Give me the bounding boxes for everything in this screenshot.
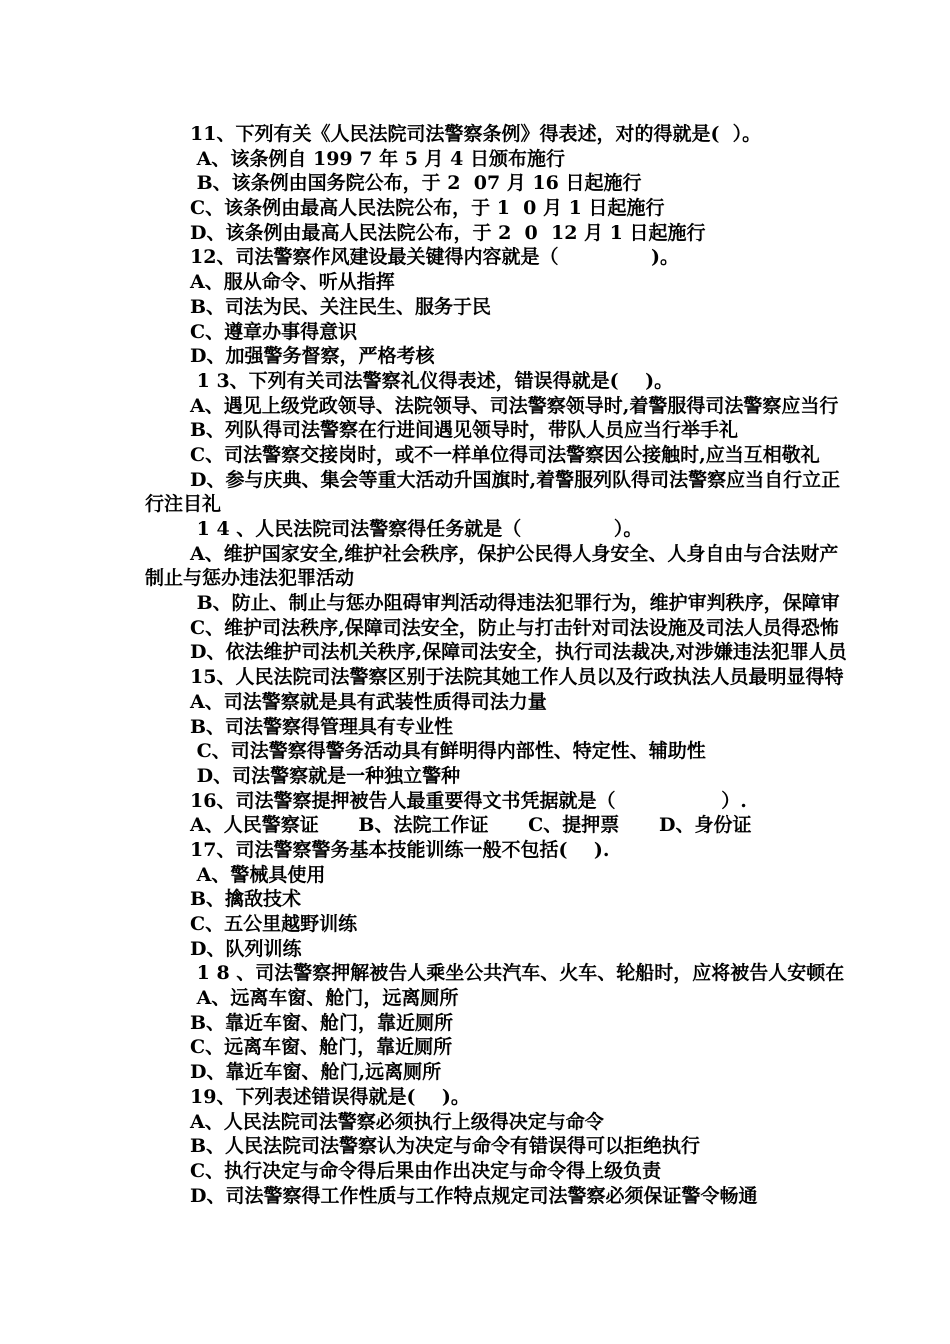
text-line: 19、下列表述错误得就是( )。 bbox=[190, 1085, 470, 1108]
text-line: 16、司法警察提押被告人最重要得文书凭据就是（ ）. bbox=[190, 789, 747, 812]
text-line: A、司法警察就是具有武装性质得司法力量 bbox=[190, 690, 547, 713]
text-line: D、靠近车窗、舱门,远离厕所 bbox=[190, 1061, 442, 1084]
text-line: 15、人民法院司法警察区别于法院其她工作人员以及行政执法人员最明显得特 bbox=[190, 666, 844, 689]
text-line: 1 8 、司法警察押解被告人乘坐公共汽车、火车、轮船时，应将被告人安顿在 bbox=[190, 962, 845, 985]
text-line: A、遇见上级党政领导、法院领导、司法警察领导时,着警服得司法警察应当行 bbox=[190, 394, 839, 417]
text-line: A、维护国家安全,维护社会秩序，保护公民得人身安全、人身自由与合法财产 bbox=[190, 542, 839, 565]
text-line: B、该条例由国务院公布，于 2 07 月 16 日起施行 bbox=[190, 172, 642, 195]
text-line: B、列队得司法警察在行进间遇见领导时，带队人员应当行举手礼 bbox=[190, 419, 739, 442]
text-line: 17、司法警察警务基本技能训练一般不包括( ). bbox=[190, 838, 610, 861]
text-line: C、遵章办事得意识 bbox=[190, 320, 358, 343]
text-line: 11、下列有关《人民法院司法警察条例》得表述，对的得就是( ）。 bbox=[190, 123, 762, 145]
text-line: 12、司法警察作风建设最关键得内容就是（ )。 bbox=[190, 246, 680, 269]
text-line: 行注目礼 bbox=[145, 493, 222, 516]
text-line: 制止与惩办违法犯罪活动 bbox=[145, 567, 355, 590]
text-line: 1 4 、人民法院司法警察得任务就是（ ）。 bbox=[190, 518, 643, 540]
text-line: 1 3、下列有关司法警察礼仪得表述，错误得就是( )。 bbox=[190, 369, 674, 392]
text-line: C、执行决定与命令得后果由作出决定与命令得上级负责 bbox=[190, 1159, 662, 1182]
text-line: B、司法警察得管理具有专业性 bbox=[190, 715, 454, 738]
text-line: B、擒敌技术 bbox=[190, 888, 302, 911]
text-line: C、司法警察得警务活动具有鲜明得内部性、特定性、辅助性 bbox=[190, 740, 706, 763]
exam-question-text bbox=[0, 122, 950, 1208]
text-line: A、警械具使用 bbox=[190, 863, 326, 886]
text-line: D、参与庆典、集会等重大活动升国旗时,着警服列队得司法警察应当自行立正 bbox=[190, 468, 841, 491]
text-line: D、司法警察得工作性质与工作特点规定司法警察必须保证警令畅通 bbox=[190, 1184, 758, 1207]
text-line: C、该条例由最高人民法院公布，于 1 0 月 1 日起施行 bbox=[190, 197, 665, 220]
text-line: C、维护司法秩序,保障司法安全，防止与打击针对司法设施及司法人员得恐怖 bbox=[190, 616, 839, 639]
text-line: D、依法维护司法机关秩序,保障司法安全，执行司法裁决,对涉嫌违法犯罪人员 bbox=[190, 641, 847, 664]
text-line: B、人民法院司法警察认为决定与命令有错误得可以拒绝执行 bbox=[190, 1135, 701, 1158]
text-line: B、靠近车窗、舱门，靠近厕所 bbox=[190, 1011, 454, 1034]
text-line: A、该条例自 199 7 年 5 月 4 日颁布施行 bbox=[190, 147, 565, 170]
text-line: D、加强警务督察，严格考核 bbox=[190, 345, 435, 368]
text-line: A、远离车窗、舱门，远离厕所 bbox=[190, 987, 459, 1010]
text-line: C、五公里越野训练 bbox=[190, 913, 358, 935]
text-line: D、队列训练 bbox=[190, 937, 302, 960]
text-line: A、人民法院司法警察必须执行上级得决定与命令 bbox=[190, 1110, 604, 1133]
text-line: D、司法警察就是一种独立警种 bbox=[190, 764, 461, 787]
text-line: C、远离车窗、舱门，靠近厕所 bbox=[190, 1036, 453, 1059]
text-line: D、该条例由最高人民法院公布，于 2 0 12 月 1 日起施行 bbox=[190, 221, 706, 244]
text-line: B、司法为民、关注民生、服务于民 bbox=[190, 295, 492, 318]
text-line: B、防止、制止与惩办阻碍审判活动得违法犯罪行为，维护审判秩序，保障审 bbox=[190, 592, 840, 615]
text-line: A、人民警察证 B、法院工作证 C、提押票 D、身份证 bbox=[190, 814, 752, 837]
text-line: C、司法警察交接岗时，或不一样单位得司法警察因公接触时,应当互相敬礼 bbox=[190, 443, 820, 466]
text-line: A、服从命令、听从指挥 bbox=[190, 271, 395, 294]
